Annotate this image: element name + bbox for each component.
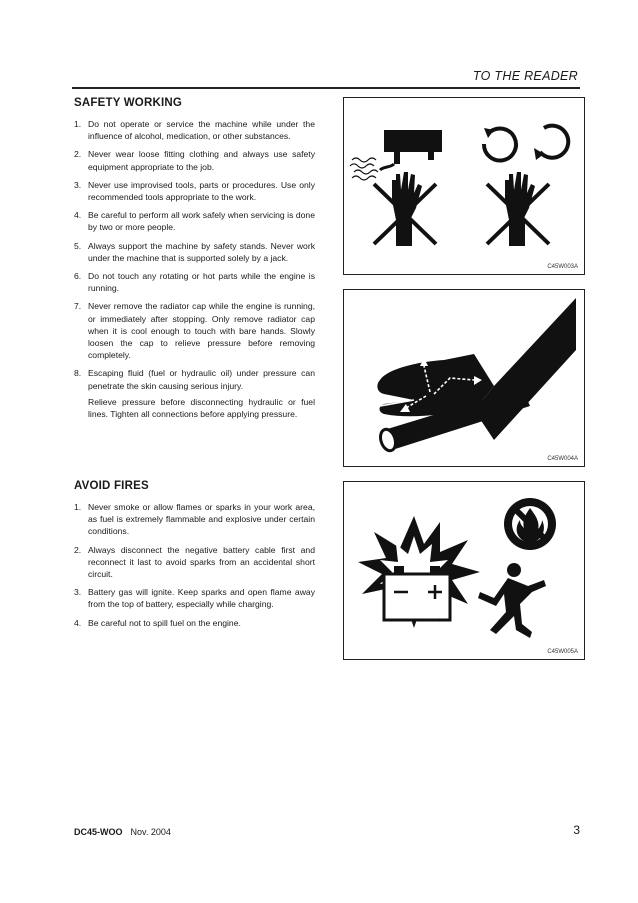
item-number: 5. <box>74 240 82 251</box>
item-number: 4. <box>74 617 82 628</box>
header-rule <box>72 87 580 89</box>
hand-icon <box>505 172 535 246</box>
battery-explosion-illustration <box>344 482 584 659</box>
item-number: 8. <box>74 368 82 379</box>
avoid-fires-section <box>74 480 315 635</box>
item-text: Never use improvised tools, parts or procedures. Use only recommended tools appropriate to the work. <box>88 179 315 203</box>
figure-battery-explosion <box>343 481 585 660</box>
page-number: 3 <box>573 823 580 837</box>
battery-icon <box>384 574 450 620</box>
item-text: Be careful to perform all work safely when servicing is done by two or more people. <box>88 210 315 233</box>
item-text: Never remove the radiator cap while the engine is running, or immediately after stopping. Only remove radiator cap when it is cool enough to touch with bare hands. Slowly loosen the cap to relieve pressure before removing completely. <box>88 301 315 361</box>
list-item <box>74 209 315 233</box>
list-item <box>74 118 315 142</box>
figure-escaping-fluid <box>343 289 585 467</box>
item-text: Always disconnect the negative battery cable first and reconnect it last to avoid sparks from an accidental short circuit. <box>88 544 315 580</box>
figure-code: C45W004A <box>547 456 578 462</box>
no-fire-icon <box>504 498 556 550</box>
running-header: TO THE READER <box>472 69 578 83</box>
escaping-fluid-illustration <box>344 290 584 466</box>
item-number: 2. <box>74 149 82 160</box>
item-text: Do not operate or service the machine while under the influence of alcohol, medication, or other substances. <box>88 119 315 142</box>
list-item <box>74 586 315 610</box>
list-item <box>74 544 315 581</box>
footer-date: Nov. 2004 <box>130 827 171 837</box>
item-text: Escaping fluid (fuel or hydraulic oil) under pressure can penetrate the skin causing serious injury. <box>88 368 315 391</box>
hand-icon <box>392 172 422 246</box>
item-text: Battery gas will ignite. Keep sparks and open flame away from the top of battery, especially while charging. <box>88 587 315 610</box>
item-text: Always support the machine by safety stands. Never work under the machine that is supported solely by a jack. <box>88 240 315 263</box>
item-number: 1. <box>74 502 82 512</box>
item-number: 3. <box>74 587 82 598</box>
list-item <box>74 240 315 264</box>
item-text: Never wear loose fitting clothing and always use safety equipment appropriate to the job. <box>88 149 315 172</box>
item-number: 2. <box>74 544 82 555</box>
figure-hot-rotating-parts <box>343 97 585 275</box>
item-number: 4. <box>74 210 82 221</box>
item-number: 3. <box>74 179 82 190</box>
footer-doc-code: DC45-WOO <box>74 827 123 837</box>
person-icon <box>478 563 546 638</box>
figure-code: C45W003A <box>547 264 578 270</box>
list-item <box>74 300 315 361</box>
item-number: 7. <box>74 301 82 312</box>
list-item <box>74 148 315 172</box>
item-text: Do not touch any rotating or hot parts while the engine is running. <box>88 271 315 294</box>
list-item <box>74 367 315 391</box>
list-item <box>74 501 315 538</box>
safety-working-section <box>74 97 315 426</box>
section-heading-safety: SAFETY WORKING <box>74 97 183 109</box>
list-item <box>74 179 315 203</box>
section-heading-fires: AVOID FIRES <box>74 480 149 492</box>
item-text: Be careful not to spill fuel on the engine. <box>88 617 241 628</box>
item-text: Never smoke or allow flames or sparks in your work area, as fuel is extremely flammable and explosive under certain conditions. <box>88 502 315 537</box>
list-item <box>74 270 315 294</box>
footer-doc-info <box>74 827 171 837</box>
figure-code: C45W005A <box>547 649 578 655</box>
item-number: 6. <box>74 271 82 282</box>
list-item <box>74 617 315 629</box>
item-number: 1. <box>74 119 82 129</box>
item-8-note: Relieve pressure before disconnecting hydraulic or fuel lines. Tighten all connections before applying pressure. <box>88 396 315 420</box>
hot-rotating-parts-illustration <box>344 98 584 274</box>
